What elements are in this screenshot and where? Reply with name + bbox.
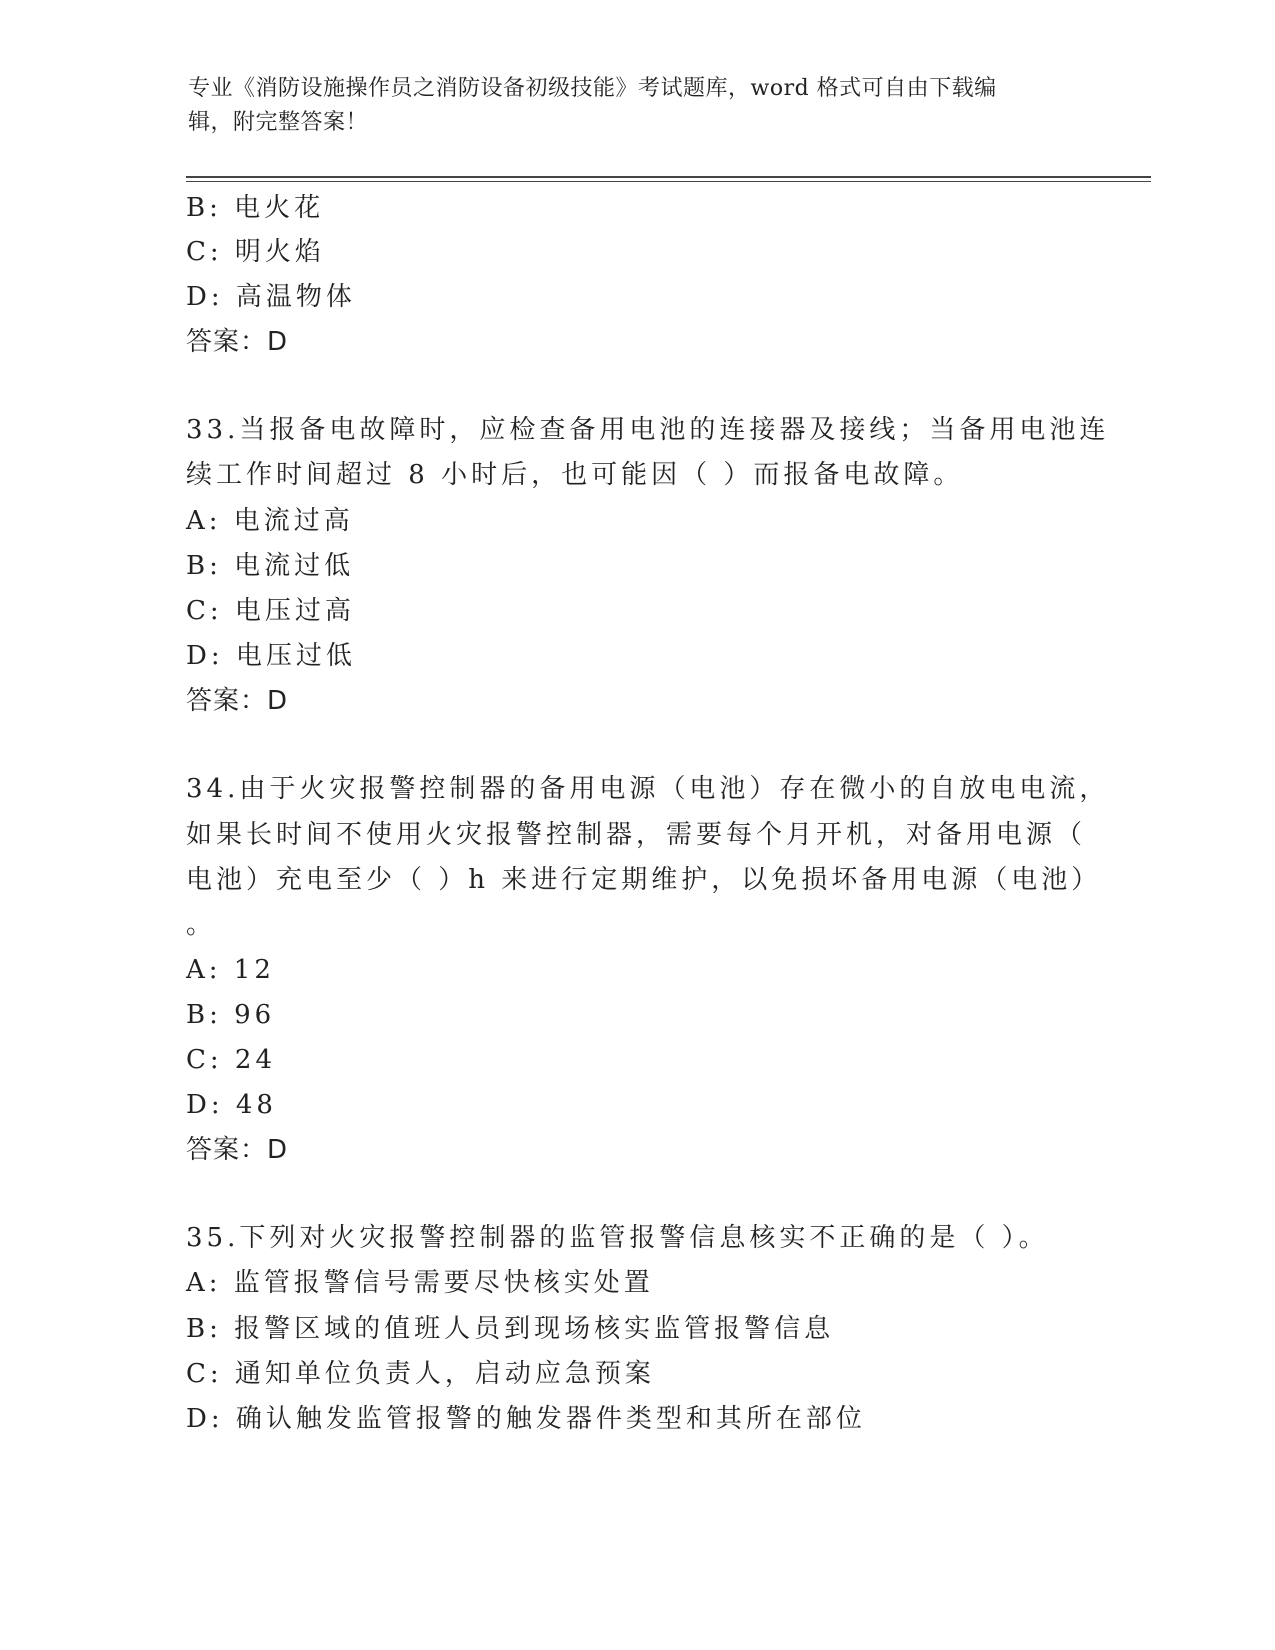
question-34-stem-cont: 如果长时间不使用火灾报警控制器，需要每个月开机，对备用电源（ — [186, 820, 1087, 850]
question-34-stem-cont: 电池）充电至少（ ）h 来进行定期维护，以免损坏备用电源（电池） — [186, 865, 1102, 895]
option-d: D: 48 — [186, 1090, 277, 1120]
option-b: B: 电流过低 — [186, 551, 355, 581]
option-a: A: 监管报警信号需要尽快核实处置 — [186, 1268, 654, 1298]
option-b: B: 电火花 — [186, 193, 325, 223]
answer: 答案：D — [186, 686, 289, 716]
question-34-stem-cont: 。 — [186, 910, 217, 940]
answer: 答案：D — [186, 1135, 289, 1165]
header-rule-thin — [186, 181, 1151, 182]
question-33-stem: 33.当报备电故障时，应检查备用电池的连接器及接线；当备用电池连 — [186, 415, 1110, 445]
option-b: B: 96 — [186, 1000, 276, 1030]
header-rule-thick — [186, 176, 1151, 178]
question-33-stem-cont: 续工作时间超过 8 小时后，也可能因（ ）而报备电故障。 — [186, 460, 964, 490]
question-34-stem: 34.由于火灾报警控制器的备用电源（电池）存在微小的自放电电流， — [186, 774, 1110, 804]
header-line-1: 专业《消防设施操作员之消防设备初级技能》考试题库，word 格式可自由下载编 — [188, 76, 997, 101]
page-header — [188, 72, 1068, 140]
option-d: D: 电压过低 — [186, 641, 356, 671]
option-b: B: 报警区域的值班人员到现场核实监管报警信息 — [186, 1314, 835, 1344]
option-c: C: 明火焰 — [186, 237, 325, 267]
option-c: C: 24 — [186, 1045, 277, 1075]
header-line-2: 辑，附完整答案！ — [188, 110, 369, 135]
answer: 答案：D — [186, 327, 289, 357]
option-c: C: 通知单位负责人，启动应急预案 — [186, 1359, 655, 1389]
option-c: C: 电压过高 — [186, 596, 355, 626]
option-d: D: 高温物体 — [186, 282, 356, 312]
option-a: A: 12 — [186, 955, 275, 985]
option-a: A: 电流过高 — [186, 506, 354, 536]
option-d: D: 确认触发监管报警的触发器件类型和其所在部位 — [186, 1404, 866, 1434]
question-35-stem: 35.下列对火灾报警控制器的监管报警信息核实不正确的是（ ）。 — [186, 1223, 1049, 1253]
